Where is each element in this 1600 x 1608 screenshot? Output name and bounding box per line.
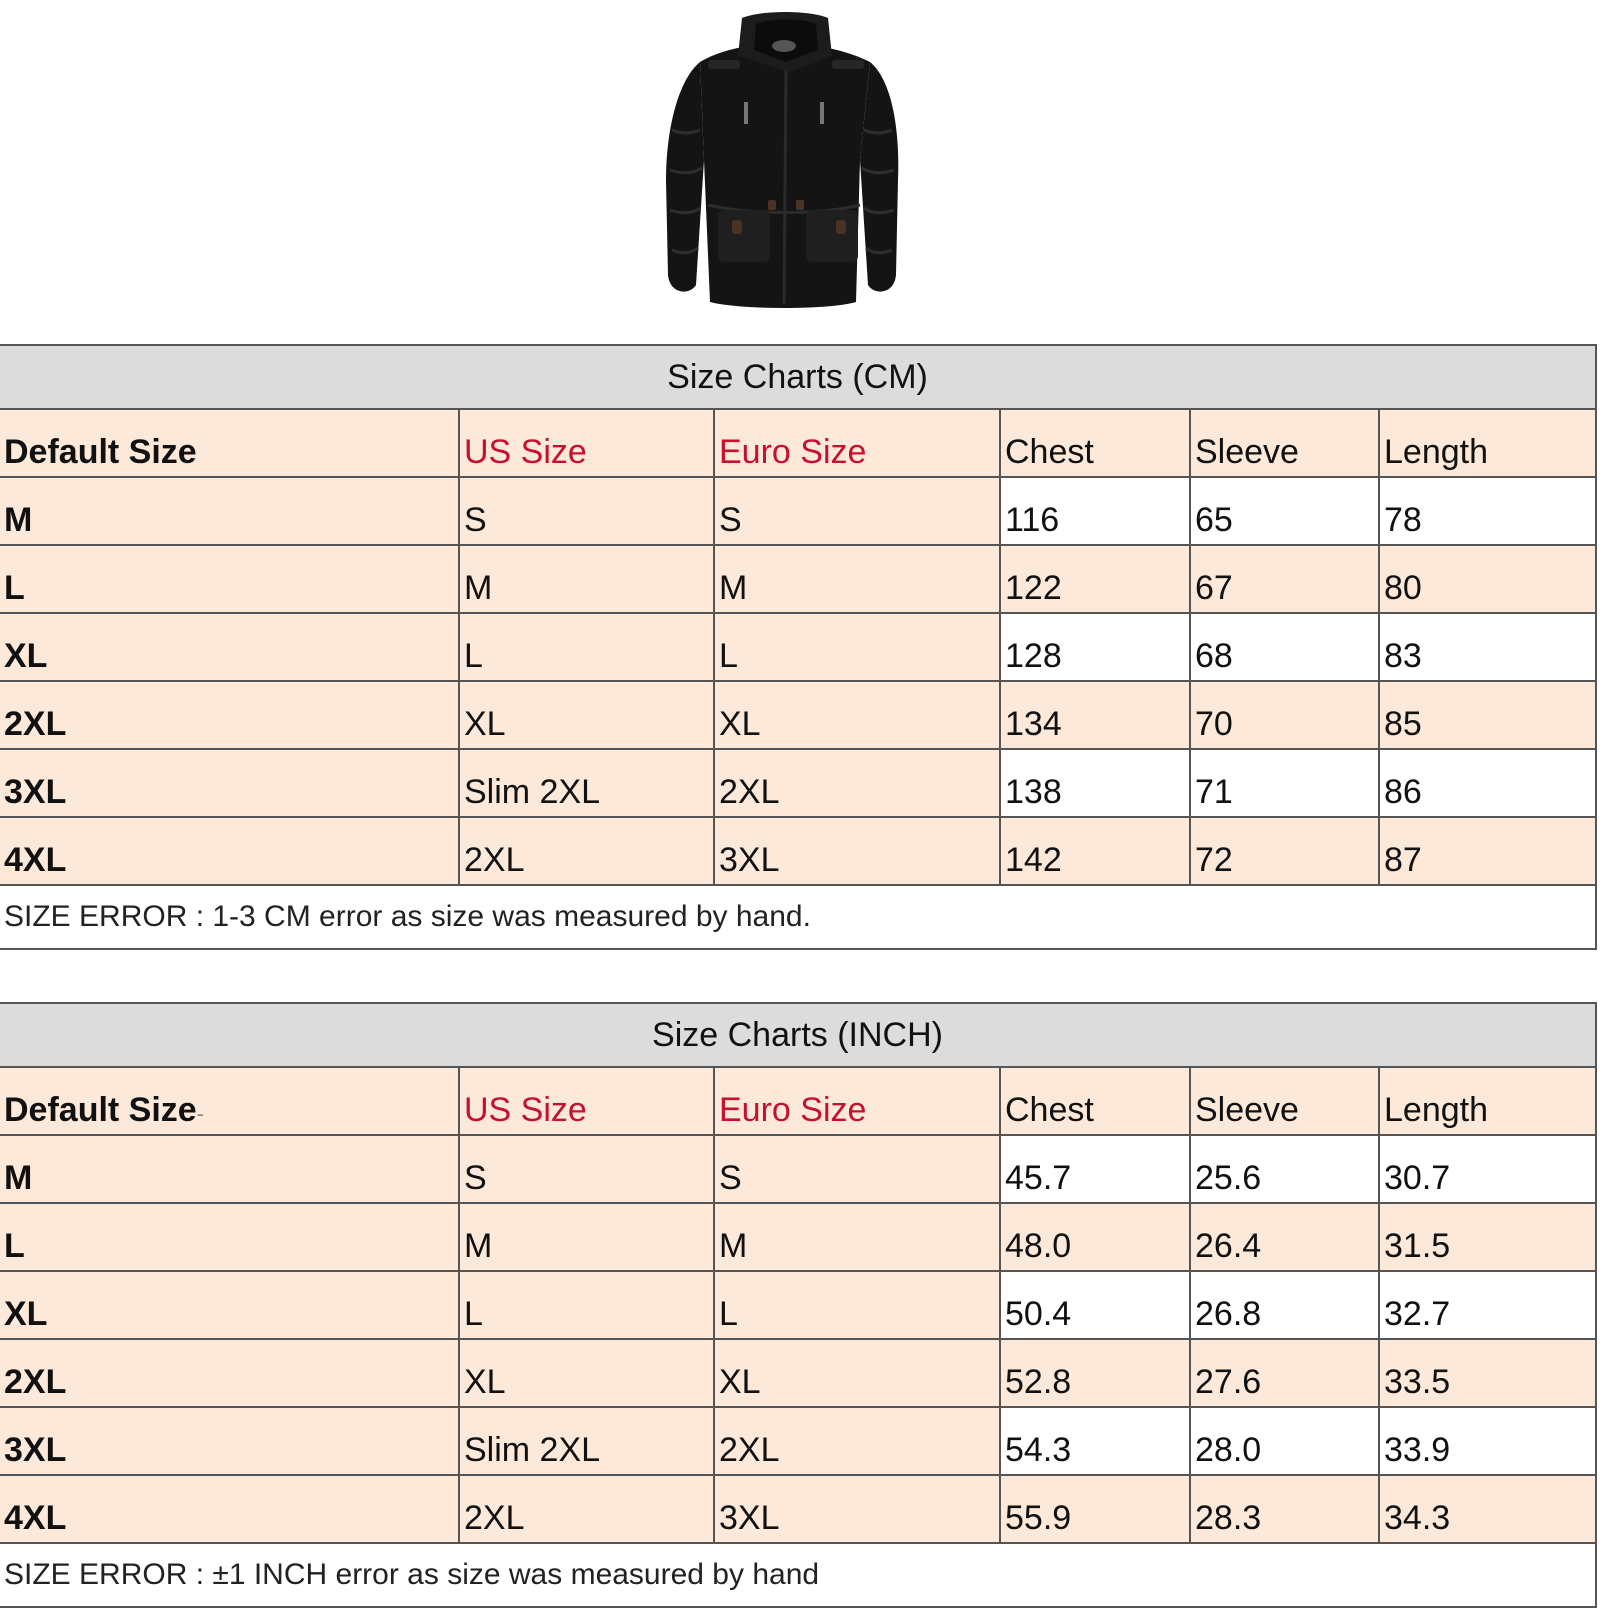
chest-cell: 52.8 (1000, 1339, 1190, 1407)
default-size-cell: L (0, 1203, 459, 1271)
default-size-cell: XL (0, 1271, 459, 1339)
header-chest: Chest (1000, 1067, 1190, 1135)
euro-size-cell: XL (714, 681, 1000, 749)
default-size-cell: 3XL (0, 749, 459, 817)
us-size-cell: Slim 2XL (459, 1407, 714, 1475)
us-size-cell: 2XL (459, 817, 714, 885)
default-size-cell: M (0, 477, 459, 545)
header-length: Length (1379, 409, 1596, 477)
sleeve-cell: 72 (1190, 817, 1379, 885)
us-size-cell: XL (459, 681, 714, 749)
size-chart-cm (0, 344, 1597, 950)
chart-title: Size Charts (INCH) (0, 1003, 1596, 1067)
table-row (0, 1407, 1596, 1475)
euro-size-cell: S (714, 1135, 1000, 1203)
default-size-cell: 3XL (0, 1407, 459, 1475)
header-us-size: US Size (459, 1067, 714, 1135)
chest-cell: 128 (1000, 613, 1190, 681)
chart-title: Size Charts (CM) (0, 345, 1596, 409)
table-row (0, 1339, 1596, 1407)
header-chest: Chest (1000, 409, 1190, 477)
length-cell: 33.5 (1379, 1339, 1596, 1407)
table-row (0, 613, 1596, 681)
header-sleeve: Sleeve (1190, 409, 1379, 477)
length-cell: 83 (1379, 613, 1596, 681)
chest-cell: 122 (1000, 545, 1190, 613)
black-jacket-icon (660, 10, 920, 315)
euro-size-cell: 3XL (714, 817, 1000, 885)
default-size-cell: M (0, 1135, 459, 1203)
product-image (660, 10, 920, 315)
table-row (0, 1475, 1596, 1543)
header-us-size: US Size (459, 409, 714, 477)
header-length: Length (1379, 1067, 1596, 1135)
sleeve-cell: 25.6 (1190, 1135, 1379, 1203)
sleeve-cell: 68 (1190, 613, 1379, 681)
euro-size-cell: XL (714, 1339, 1000, 1407)
euro-size-cell: L (714, 1271, 1000, 1339)
table-row (0, 817, 1596, 885)
header-default-size: Default Size (0, 409, 459, 477)
default-size-cell: XL (0, 613, 459, 681)
euro-size-cell: 3XL (714, 1475, 1000, 1543)
us-size-cell: L (459, 1271, 714, 1339)
length-cell: 78 (1379, 477, 1596, 545)
table-row (0, 477, 1596, 545)
euro-size-cell: L (714, 613, 1000, 681)
chest-cell: 55.9 (1000, 1475, 1190, 1543)
us-size-cell: XL (459, 1339, 714, 1407)
length-cell: 86 (1379, 749, 1596, 817)
sleeve-cell: 26.4 (1190, 1203, 1379, 1271)
chest-cell: 50.4 (1000, 1271, 1190, 1339)
sleeve-cell: 26.8 (1190, 1271, 1379, 1339)
us-size-cell: 2XL (459, 1475, 714, 1543)
length-cell: 85 (1379, 681, 1596, 749)
header-dash: - (196, 1101, 205, 1126)
length-cell: 33.9 (1379, 1407, 1596, 1475)
us-size-cell: S (459, 477, 714, 545)
header-euro-size: Euro Size (714, 409, 1000, 477)
us-size-cell: S (459, 1135, 714, 1203)
sleeve-cell: 28.3 (1190, 1475, 1379, 1543)
header-sleeve: Sleeve (1190, 1067, 1379, 1135)
table-row (0, 749, 1596, 817)
length-cell: 87 (1379, 817, 1596, 885)
header-euro-size: Euro Size (714, 1067, 1000, 1135)
default-size-cell: 4XL (0, 1475, 459, 1543)
us-size-cell: Slim 2XL (459, 749, 714, 817)
euro-size-cell: 2XL (714, 749, 1000, 817)
size-chart-inch (0, 1002, 1597, 1608)
chest-cell: 48.0 (1000, 1203, 1190, 1271)
chest-cell: 142 (1000, 817, 1190, 885)
length-cell: 80 (1379, 545, 1596, 613)
euro-size-cell: S (714, 477, 1000, 545)
header-default-size-label: Default Size (4, 1091, 197, 1129)
euro-size-cell: 2XL (714, 1407, 1000, 1475)
us-size-cell: L (459, 613, 714, 681)
default-size-cell: 4XL (0, 817, 459, 885)
us-size-cell: M (459, 1203, 714, 1271)
header-default-size (0, 1067, 459, 1135)
chest-cell: 134 (1000, 681, 1190, 749)
sleeve-cell: 71 (1190, 749, 1379, 817)
table-row (0, 1271, 1596, 1339)
length-cell: 34.3 (1379, 1475, 1596, 1543)
sleeve-cell: 65 (1190, 477, 1379, 545)
size-error-note: SIZE ERROR : 1-3 CM error as size was measured by hand. (0, 885, 1596, 949)
default-size-cell: 2XL (0, 1339, 459, 1407)
chest-cell: 138 (1000, 749, 1190, 817)
chest-cell: 54.3 (1000, 1407, 1190, 1475)
size-error-note: SIZE ERROR : ±1 INCH error as size was measured by hand (0, 1543, 1596, 1607)
chest-cell: 45.7 (1000, 1135, 1190, 1203)
table-row (0, 681, 1596, 749)
sleeve-cell: 28.0 (1190, 1407, 1379, 1475)
sleeve-cell: 70 (1190, 681, 1379, 749)
table-row (0, 1203, 1596, 1271)
sleeve-cell: 67 (1190, 545, 1379, 613)
chest-cell: 116 (1000, 477, 1190, 545)
length-cell: 32.7 (1379, 1271, 1596, 1339)
table-row (0, 1135, 1596, 1203)
sleeve-cell: 27.6 (1190, 1339, 1379, 1407)
euro-size-cell: M (714, 545, 1000, 613)
table-row (0, 545, 1596, 613)
length-cell: 31.5 (1379, 1203, 1596, 1271)
length-cell: 30.7 (1379, 1135, 1596, 1203)
default-size-cell: 2XL (0, 681, 459, 749)
us-size-cell: M (459, 545, 714, 613)
euro-size-cell: M (714, 1203, 1000, 1271)
default-size-cell: L (0, 545, 459, 613)
